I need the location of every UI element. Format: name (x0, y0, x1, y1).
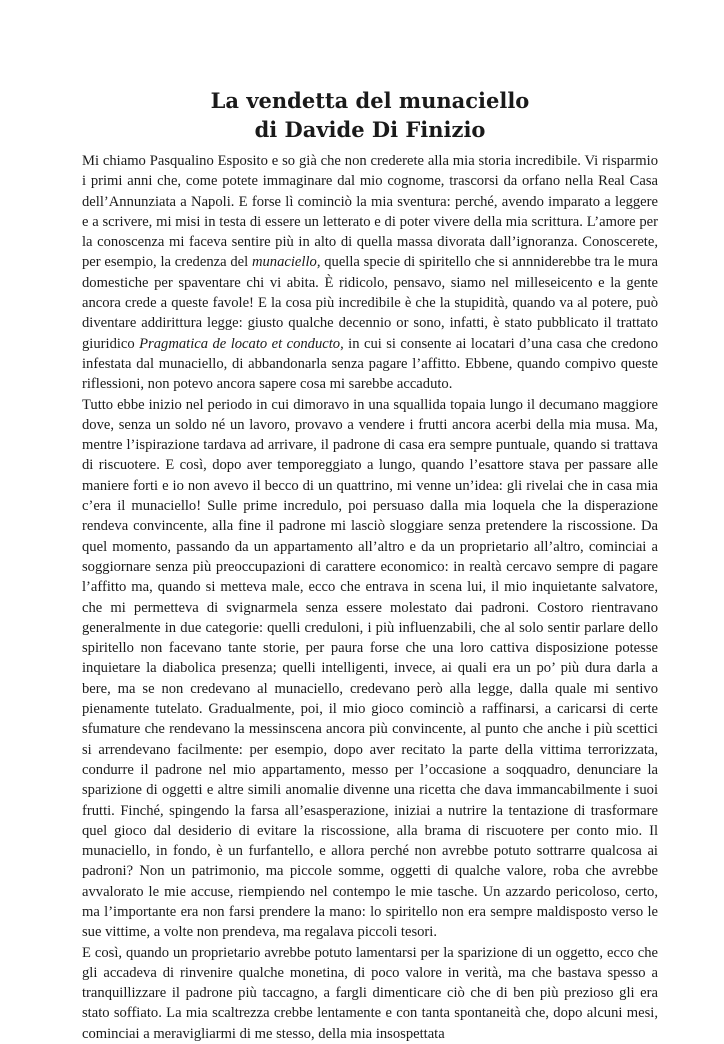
paragraph-3: E così, quando un proprietario avrebbe potuto lamentarsi per la sparizione di un oggetto, ecco che gli accadeva di rinvenire qualche monetina, di poco valore in verità, ma che bastava spesso a tranquillizzare il padrone più taccagno, a fargli dimenticare ciò che di ben più prezioso gli era stato soffiato. La mia scaltrezza crebbe lentamente e con tanta spontaneità che, dopo alcuni mesi, cominciai a meravigliarmi di me stesso, della mia insospettata (82, 944, 658, 1042)
author-line: di Davide Di Finizio (254, 117, 486, 142)
paragraph-1 (82, 151, 658, 395)
story-body (82, 151, 658, 1044)
document-title (82, 86, 658, 144)
italic-treatise-title: Pragmatica de locato et conducto (139, 335, 341, 352)
italic-term-munaciello: munaciello (251, 254, 317, 271)
paragraph-1-text-c: , in cui si consente ai locatari d’una casa che credono infestata dal munaciello, di abbandonarla senza pagare l’affitto. Ebbene, quando compivo queste riflessioni, non potevo ancora sapere cosa mi sarebbe accaduto. (82, 335, 659, 393)
paragraph-2: Tutto ebbe inizio nel periodo in cui dimoravo in una squallida topaia lungo il decumano maggiore dove, senza un soldo né un lavoro, provavo a vendere i frutti ancora acerbi della mia musa. Ma, mentre l’ispirazione tardava ad arrivare, il padrone di casa era sempre puntuale, quando si trattava di riscuotere. E così, dopo aver temporeggiato a lungo, quando l’esattore stava per passare alle maniere forti e io non avevo il becco di un quattrino, mi venne un’idea: gli rivelai che in casa mia c’era il munaciello! Sulle prime incredulo, poi persuaso dalla mia loquela che la disperazione rendeva convincente, alla fine il padrone mi lasciò sloggiare senza pretendere la riscossione. Da quel momento, passando da un appartamento all’altro e da un proprietario all’altro, cominciai a soggiornare senza più preoccupazioni di carattere economico: in realtà cercavo sempre di pagare l’affitto ma, quando si metteva male, ecco che entrava in scena lui, il mio inquietante salvatore, che mi permetteva di svignarmela senza essere molestato dai padroni. Costoro rientravano generalmente in due categorie: quelli creduloni, i più influenzabili, che al solo sentir parlare dello spiritello non facevano tante storie, per paura forse che una loro cattiva disposizione potesse inquietare la diabolica presenza; quelli intelligenti, invece, ai quali era un po’ più dura darla a bere, ma se non credevano al munaciello, credevano però alla legge, dalla quale mi sentivo pienamente tutelato. Gradualmente, poi, il mio gioco cominciò a raffinarsi, a caricarsi di certe sfumature che rendevano la messinscena ancora più convincente, al punto che anche i più scettici si arrendevano facilmente: per esempio, dopo aver recitato la parte della vittima terrorizzata, condurre il padrone nel mio appartamento, messo per l’occasione a soqquadro, denunciare la sparizione di oggetti e altre simili anomalie divenne una ricetta che dava immancabilmente i suoi frutti. Finché, spingendo la farsa all’esasperazione, iniziai a nutrire la tentazione di trasformare quel gioco dal desiderio di evitare la riscossione, alla brama di riscuotere per conto mio. Il munaciello, in fondo, è un furfantello, e allora perché non avrebbe potuto sottrarre qualcosa ai padroni? Non un patrimonio, ma piccole somme, oggetti di qualche valore, roba che avrebbe avvalorato le mie accuse, riempiendo nel contempo le mie tasche. Un azzardo pericoloso, certo, ma l’importante era non farsi prendere la mano: lo spiritello non era sempre maldisposto verso le sue vittime, a volte non prendeva, ma regalava piccoli tesori. (82, 396, 658, 941)
paragraph-1-text-a: Mi chiamo Pasqualino Esposito e so già che non crederete alla mia storia incredibile. Vi risparmio i primi anni che, come potete immaginare dal mio cognome, trascorsi da orfano nella Real Casa dell’Annunziata a Napoli. E forse lì cominciò la mia sventura: perché, avendo imparato a leggere e a scrivere, mi misi in testa di essere un letterato e di poter vivere della mia scrittura. L’amore per la conoscenza mi faceva sentire più in alto di quella massa divorata dall’ignoranza. Conoscerete, per esempio, la credenza del (82, 153, 658, 271)
title-line: La vendetta del munaciello (210, 88, 530, 113)
paragraph-1-text-b: , quella specie di spiritello che si annniderebbe tra le mura domestiche per spaventare chi vi abita. È ridicolo, pensavo, siamo nel milleseicento e la gente ancora crede a queste favole! E la cosa più incredibile è che la stupidità, quando va al potere, può diventare addirittura legge: giusto qualche decennio or sono, infatti, è stato pubblicato il trattato giuridico (82, 254, 658, 352)
document-page (82, 86, 658, 1044)
